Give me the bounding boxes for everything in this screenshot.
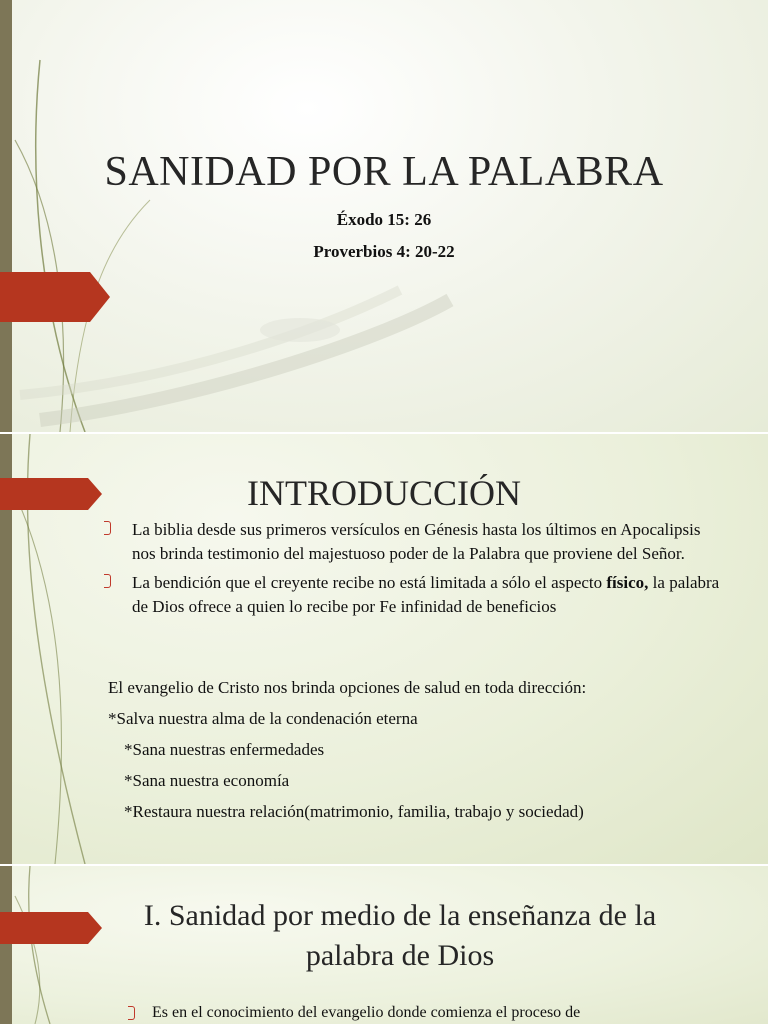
section-title: I. Sanidad por medio de la enseñanza de la palabra de Dios — [143, 899, 657, 972]
benefit-line: *Salva nuestra alma de la condenación eterna — [108, 709, 418, 728]
scripture-ref-exodo: Éxodo 15: 26 — [336, 210, 432, 229]
list-item — [104, 571, 724, 618]
bullet-icon — [128, 1006, 135, 1020]
bullet-icon — [104, 574, 111, 588]
slide-title — [0, 0, 768, 432]
red-arrow-tab — [0, 272, 112, 322]
bullet-text-after: la palabra de Dios ofrece a quien lo recibe por Fe infinidad de beneficios — [132, 573, 720, 616]
red-arrow-tab — [0, 912, 104, 944]
bullet-text: La biblia desde sus primeros versículos en Génesis hasta los últimos en Apocalipsis nos brinda testimonio del majestuoso poder de la Palabra que proviene del Señor. — [132, 520, 701, 563]
slide-introduccion — [0, 434, 768, 864]
benefit-line: *Restaura nuestra relación(matrimonio, familia, trabajo y sociedad) — [124, 802, 584, 821]
presentation-title: SANIDAD POR LA PALABRA — [104, 149, 664, 195]
intro-bullet-list — [104, 518, 724, 624]
benefit-line: *Sana nuestra economía — [124, 771, 290, 790]
list-item — [104, 518, 724, 565]
benefits-intro-line: El evangelio de Cristo nos brinda opciones de salud en toda dirección: — [108, 678, 587, 697]
bullet-text: Es en el conocimiento del evangelio donde comienza el proceso de — [152, 1004, 581, 1021]
benefit-line: *Sana nuestras enfermedades — [124, 740, 325, 759]
bullet-text-bold: físico, — [606, 573, 649, 592]
section-title: INTRODUCCIÓN — [247, 473, 521, 513]
scripture-ref-proverbios: Proverbios 4: 20-22 — [313, 242, 455, 261]
slide-section-one — [0, 866, 768, 1024]
bullet-text-before: La bendición que el creyente recibe no está limitada a sólo el aspecto — [132, 573, 607, 592]
list-item — [128, 1004, 752, 1022]
benefits-list — [108, 672, 586, 827]
bullet-icon — [104, 521, 111, 535]
